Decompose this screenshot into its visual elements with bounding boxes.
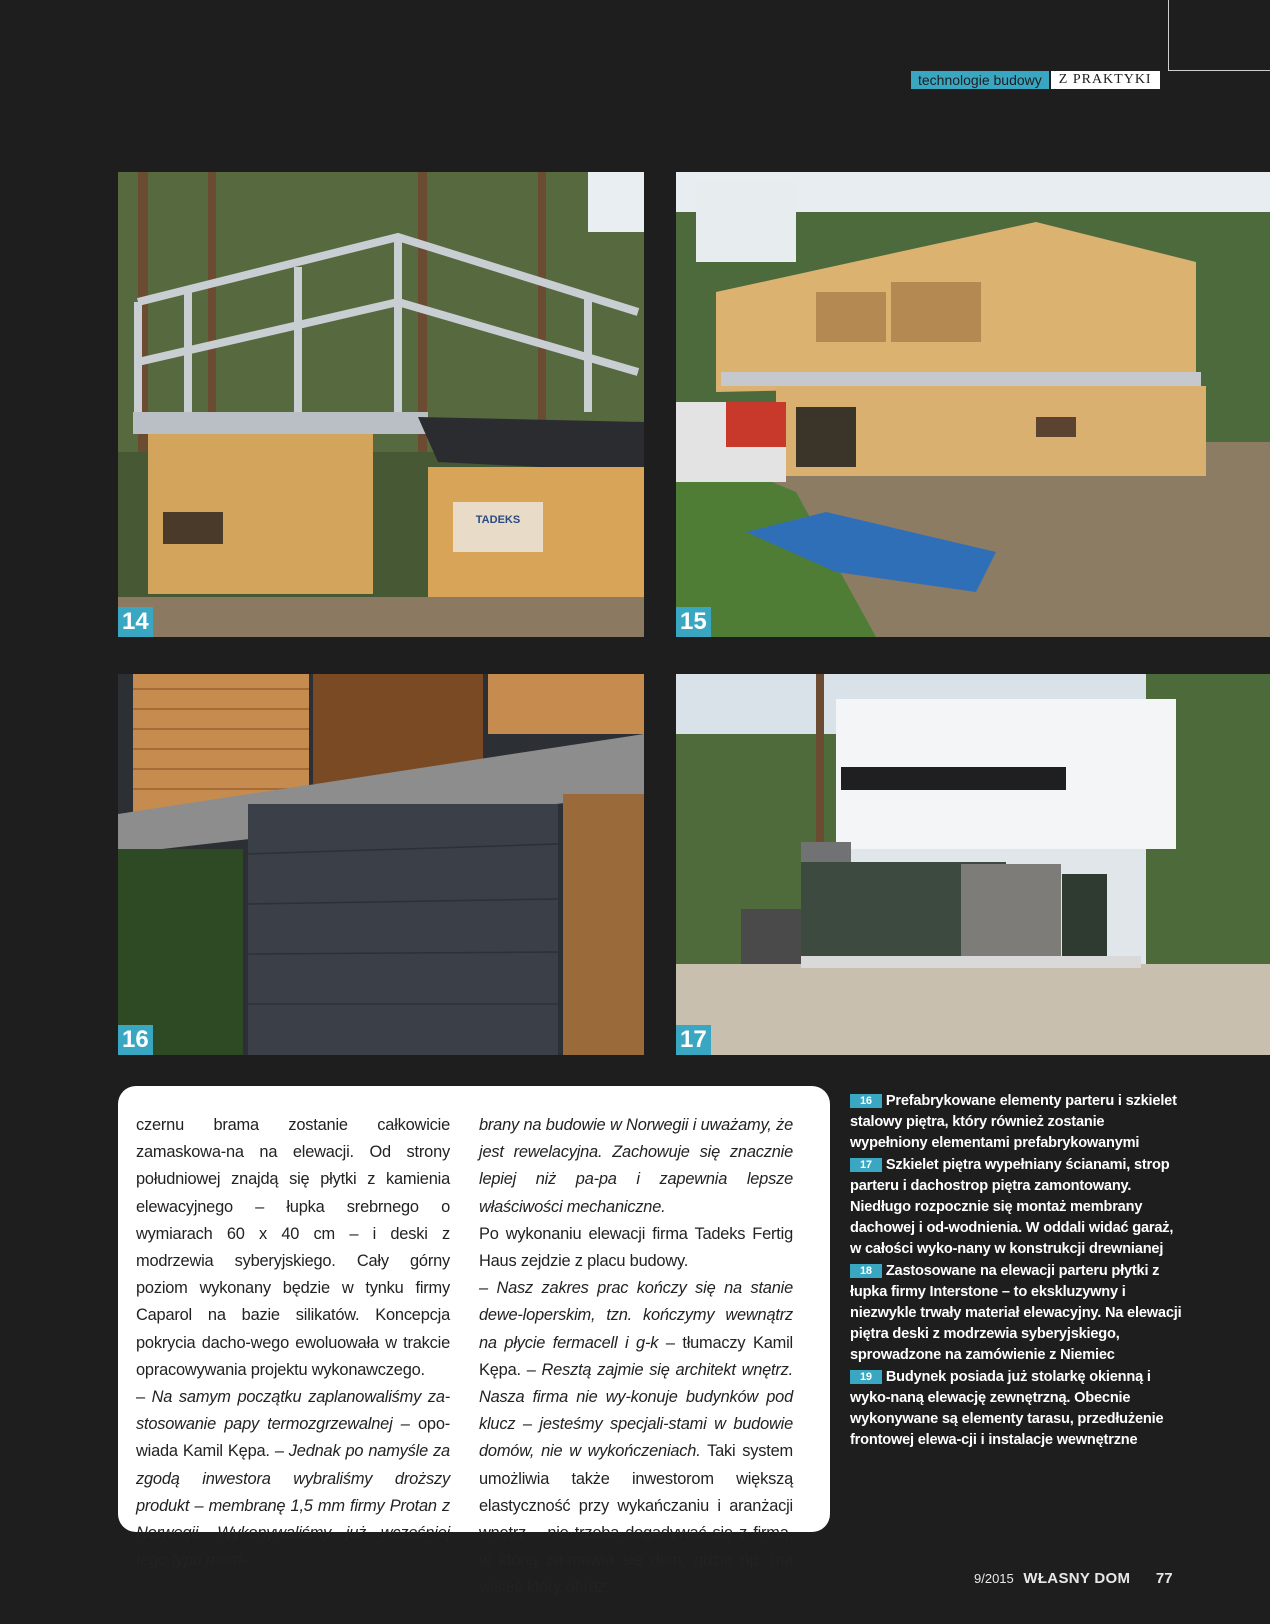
page-number: 77	[1155, 1570, 1173, 1587]
caption-text: Zastosowane na elewacji parteru płytki z łupka firmy Interstone – to ekskluzywny i niezwykle trwały materiał elewacyjny. Na elewacji piętra deski z modrzewia syberyjskiego, sprowadzone na zamówienie z Niemiec	[850, 1262, 1182, 1364]
caption-text: Prefabrykowane elementy parteru i szkielet stalowy piętra, który również zostanie wypełniony elementami prefabrykowanymi	[850, 1093, 1177, 1152]
tadeks-sign-text: TADEKS	[475, 514, 521, 526]
caption	[850, 1261, 1185, 1367]
article-text-box	[118, 1086, 830, 1597]
article-paragraph: czernu brama zostanie całkowicie zamaskowa-na na elewacji. Od strony południowej znajdą się płytki z kamienia elewacyjnego – łupka srebrnego o wymiarach 60 x 40 cm – i deski z modrzewia syberyjskiego. Cały górny poziom wykonany będzie w tynku firmy Caparol na bazie silikatów. Koncepcja pokrycia dacho-wego ewoluowała w trakcie opracowywania projektu wykonawczego.	[136, 1116, 450, 1379]
article-paragraph	[479, 1275, 793, 1601]
photo-15	[676, 172, 1270, 637]
section-label: technologie budowy	[911, 71, 1049, 89]
crop-mark-horizontal	[1168, 70, 1270, 71]
magazine-title: WŁASNY DOM	[1023, 1570, 1131, 1587]
photo-17	[676, 674, 1270, 1055]
attribution-text: – tłumaczy Kamil Kępa.	[479, 1333, 793, 1379]
photo-number: 14	[118, 607, 153, 637]
article-paragraph	[136, 1384, 450, 1574]
page-footer	[974, 1570, 1173, 1587]
attribution-text: – opo-wiada Kamil Kępa.	[136, 1415, 450, 1461]
photo-16	[118, 674, 644, 1055]
photo-number: 15	[676, 607, 711, 637]
caption	[850, 1155, 1185, 1261]
caption-number: 16	[850, 1094, 882, 1108]
photo-17-image	[676, 674, 1270, 1055]
photo-15-image	[676, 172, 1270, 637]
article-column-1	[136, 1112, 450, 1574]
article-paragraph: brany na budowie w Norwegii i uważamy, że jest rewelacyjna. Zachowuje się znacznie lepiej niż pa-pa i zapewnia lepsze właściwości mechaniczne.	[479, 1116, 793, 1216]
caption-text: Szkielet piętra wypełniany ścianami, strop parteru i dachostrop piętra zamontowany. Niedługo rozpocznie się montaż membrany dachowej i od-wodnienia. W oddali widać garaż, w całości wyko-nany w konstrukcji drewnianej	[850, 1156, 1174, 1258]
caption	[850, 1091, 1185, 1155]
quote-text: – Resztą zajmie się architekt wnętrz. Nasza firma nie wy-konuje budynków pod klucz – jesteśmy specjali-stami w budowie domów, nie w wykończeniach.	[479, 1360, 794, 1461]
article-paragraph: Po wykonaniu elewacji firma Tadeks Fertig Haus zejdzie z placu budowy.	[479, 1224, 793, 1271]
article-column-2	[479, 1112, 793, 1602]
issue-number: 9/2015	[974, 1571, 1014, 1586]
caption	[850, 1367, 1185, 1452]
quote-text: – Na samym początku zaplanowaliśmy za-stosowanie papy termozgrzewalnej	[136, 1388, 450, 1434]
photo-number: 17	[676, 1025, 711, 1055]
photo-number: 16	[118, 1025, 153, 1055]
caption-number: 17	[850, 1158, 882, 1172]
photo-14-image	[118, 172, 644, 637]
caption-text: Budynek posiada już stolarkę okienną i wyko-naną elewację zewnętrzną. Obecnie wykonywane są elementy tarasu, przedłużenie frontowej elewa-cji i instalacje wewnętrzne	[850, 1368, 1164, 1449]
section-header	[911, 71, 1160, 89]
quote-text: – Nasz zakres prac kończy się na stanie dewe-loperskim, tzn. kończymy wewnątrz na płycie fermacell i g-k	[479, 1279, 793, 1352]
quote-text: – Jednak po namyśle za zgodą inwestora wybraliśmy droższy produkt – membranę 1,5 mm firmy Protan z Norwegii. Wykonywaliśmy już wcześniej tego typu mem-	[136, 1442, 450, 1570]
caption-number: 19	[850, 1370, 882, 1384]
photo-captions	[850, 1091, 1185, 1451]
photo-16-image	[118, 674, 644, 1055]
caption-number: 18	[850, 1264, 882, 1278]
article-text: Taki system umożliwia także inwestorom większą elastyczność przy wykańczaniu i aranżacji wnętrz – nie trzeba dogadywać się z firmą, w której za-mawia się dom, gdzie np. ma wisieć który obraz.	[479, 1442, 793, 1597]
rubric-label: Z PRAKTYKI	[1049, 71, 1160, 89]
photo-14	[118, 172, 644, 637]
crop-mark-vertical	[1168, 0, 1169, 70]
